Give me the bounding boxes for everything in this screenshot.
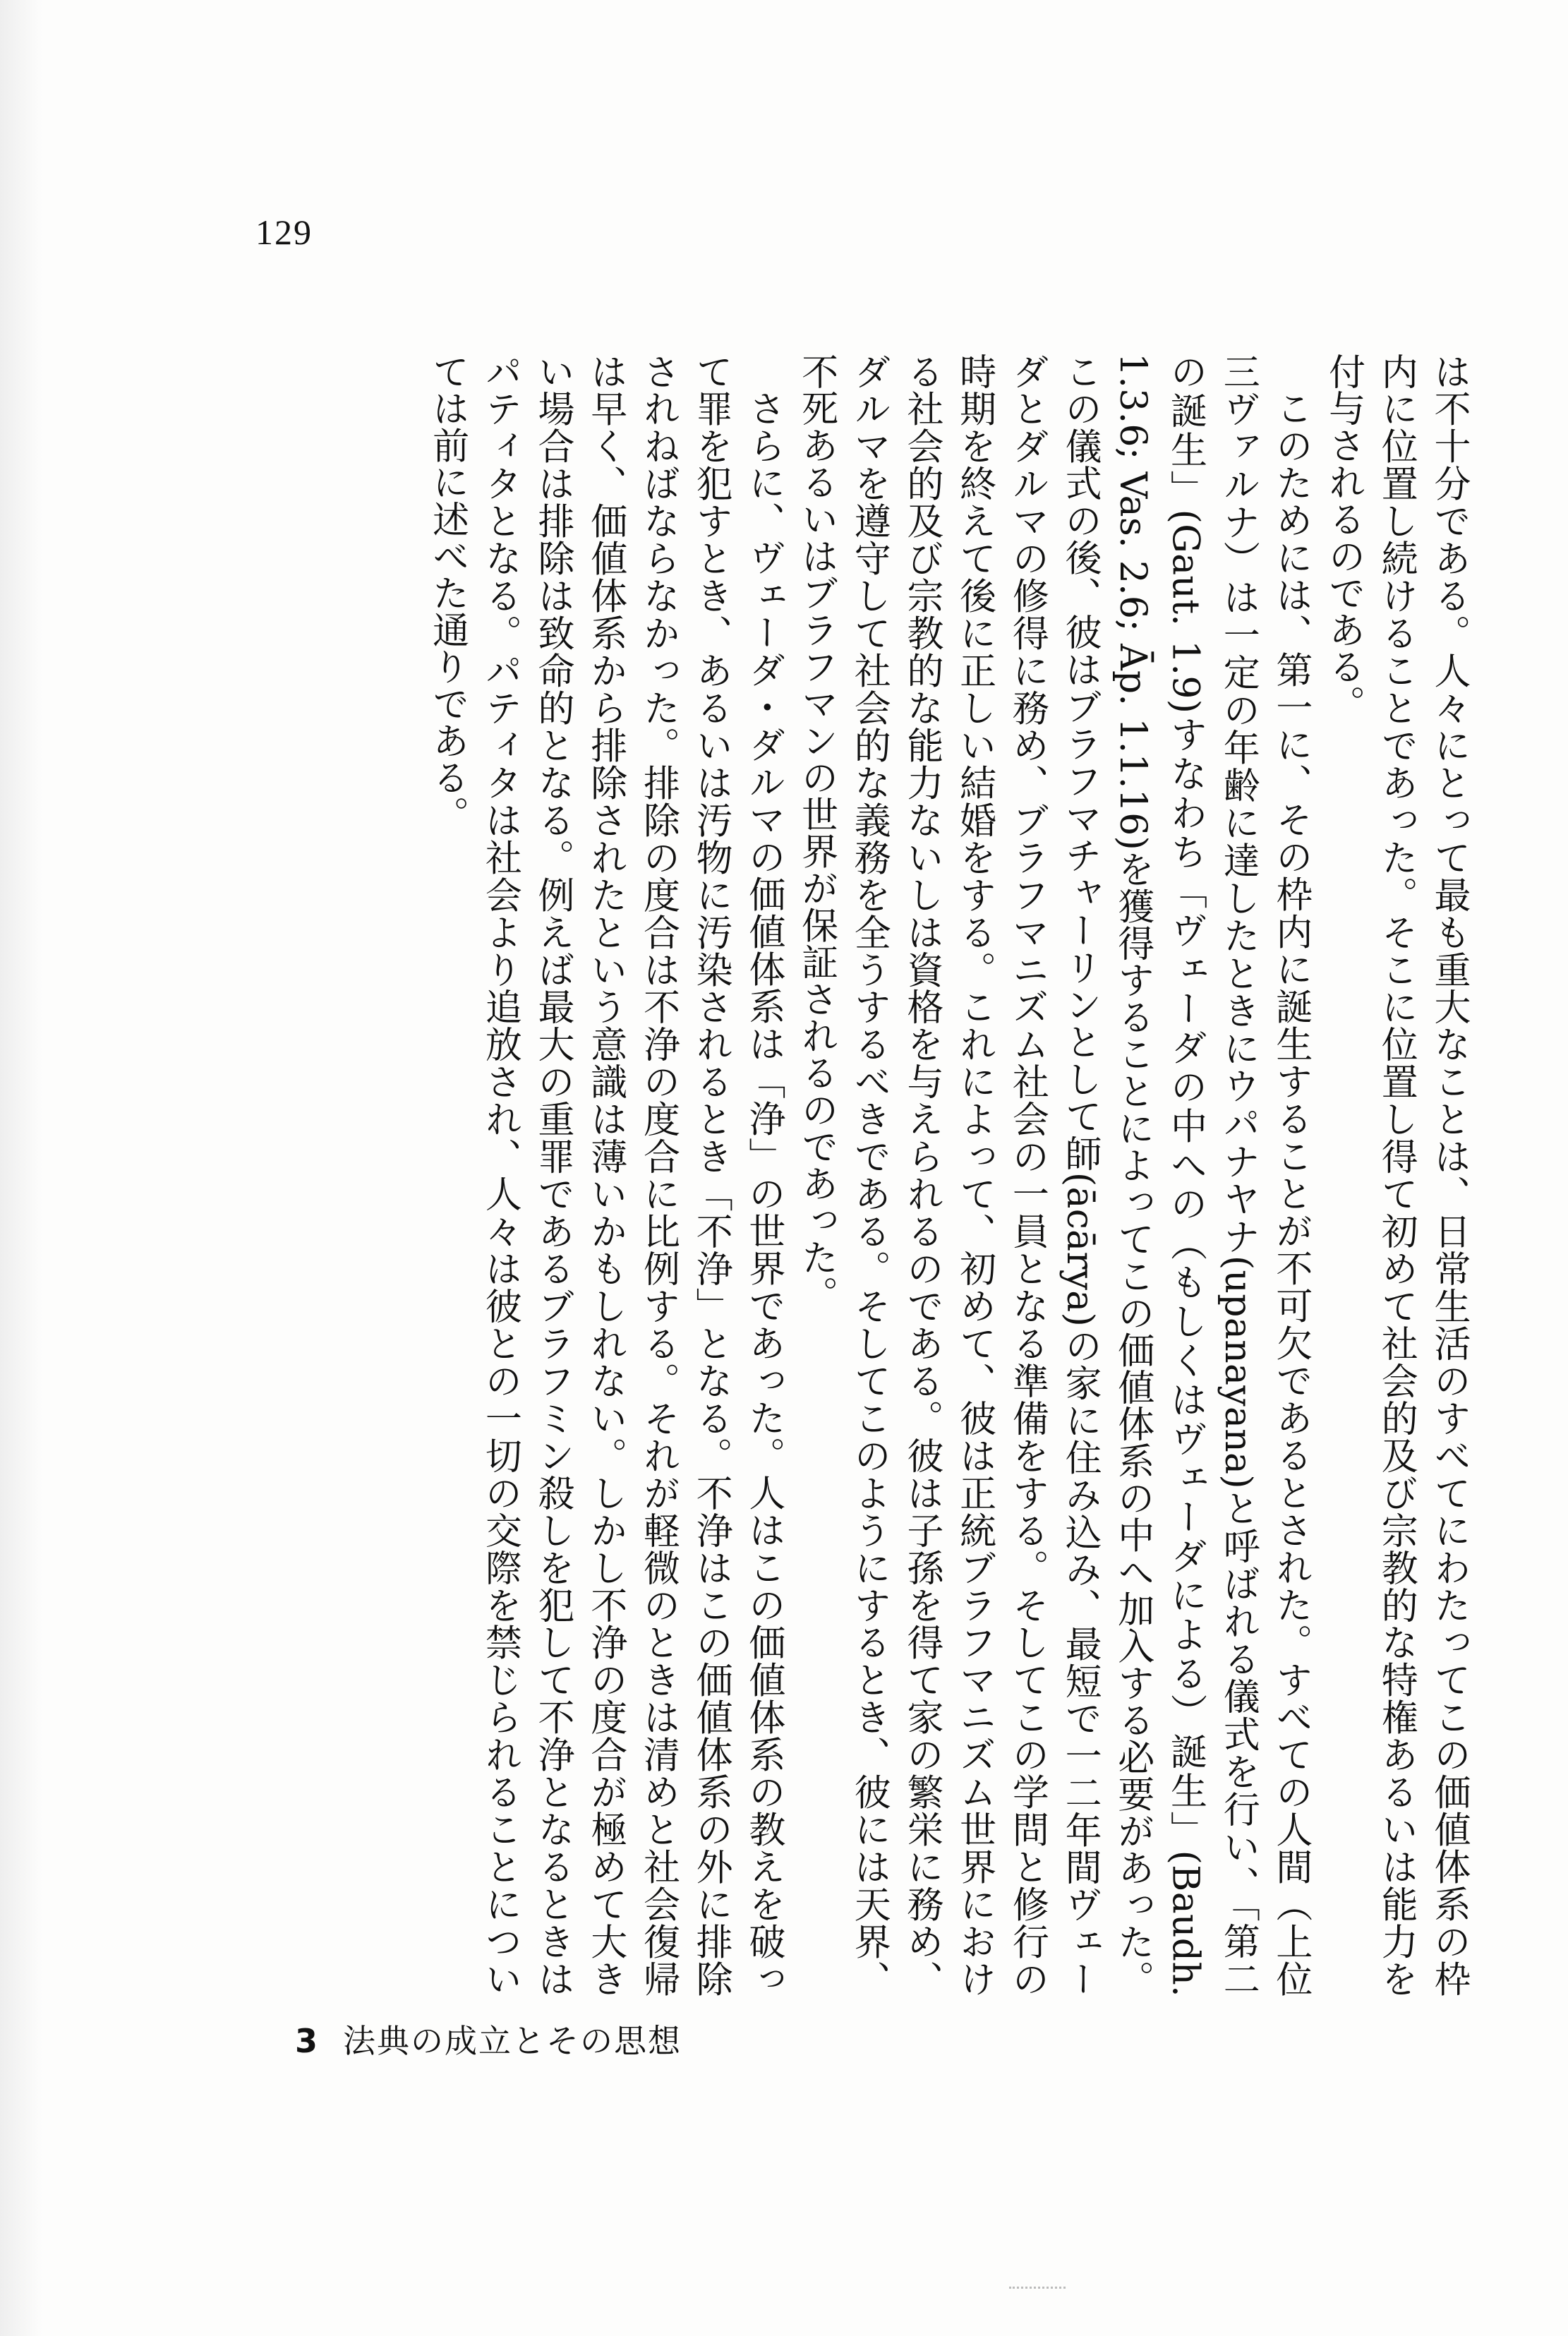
chapter-title: 法典の成立とその思想 bbox=[343, 2022, 682, 2060]
scan-mark bbox=[1009, 2287, 1066, 2292]
scan-edge-shadow bbox=[0, 0, 42, 2336]
chapter-footer bbox=[295, 2016, 682, 2062]
chapter-number: 3 bbox=[295, 2022, 320, 2060]
paragraph-3: さらに、ヴェーダ・ダルマの価値体系は「浄」の世界であった。人はこの価値体系の教えを破って罪を犯すとき、あるいは汚物に汚染されるとき「不浄」となる。不浄はこの価値体系の外に排除されねばならなかった。排除の度合は不浄の度合に比例する。それが軽微のときは清めと社会復帰は早く、価値体系から排除されたという意識は薄いかもしれない。しかし不浄の度合が極めて大きい場合は排除は致命的となる。例えば最大の重罪であるブラフミン殺しを犯して不浄となるときはパティタとなる。パティタは社会より追放され、人々は彼との一切の交際を禁じられることについては前に述べた通りである。 bbox=[426, 353, 785, 1997]
body-text bbox=[254, 353, 1475, 1997]
page-number: 129 bbox=[255, 212, 313, 252]
paragraph-2: このためには、第一に、その枠内に誕生することが不可欠であるとされた。すべての人間（上位三ヴァルナ）は一定の年齢に達したときにウパナヤナ(upanayana)と呼ばれる儀式を行い、「第二の誕生」(Gaut. 1.9)すなわち「ヴェーダの中への（もしくはヴェーダによる）誕生」(Baudh. 1.3.6; Vas. 2.6; Āp. 1.1.16)を獲得することによってこの価値体系の中へ加入する必要があった。この儀式の後、彼はブラフマチャーリンとして師(ācārya)の家に住み込み、最短で一二年間ヴェーダとダルマの修得に務め、ブラフマニズム社会の一員となる準備をする。そしてこの学問と修行の時期を終えて後に正しい結婚をする。これによって、初めて、彼は正統ブラフマニズム世界における社会的及び宗教的な能力ないしは資格を与えられるのである。彼は子孫を得て家の繁栄に務め、ダルマを遵守して社会的な義務を全うするべきである。そしてこのようにするとき、彼には天界、不死あるいはブラフマンの世界が保証されるのであった。 bbox=[795, 353, 1312, 1997]
paragraph-1: は不十分である。人々にとって最も重大なことは、日常生活のすべてにわたってこの価値体系の枠内に位置し続けることであった。そこに位置し得て初めて社会的及び宗教的な特権あるいは能力を付与されるのである。 bbox=[1322, 353, 1470, 1997]
